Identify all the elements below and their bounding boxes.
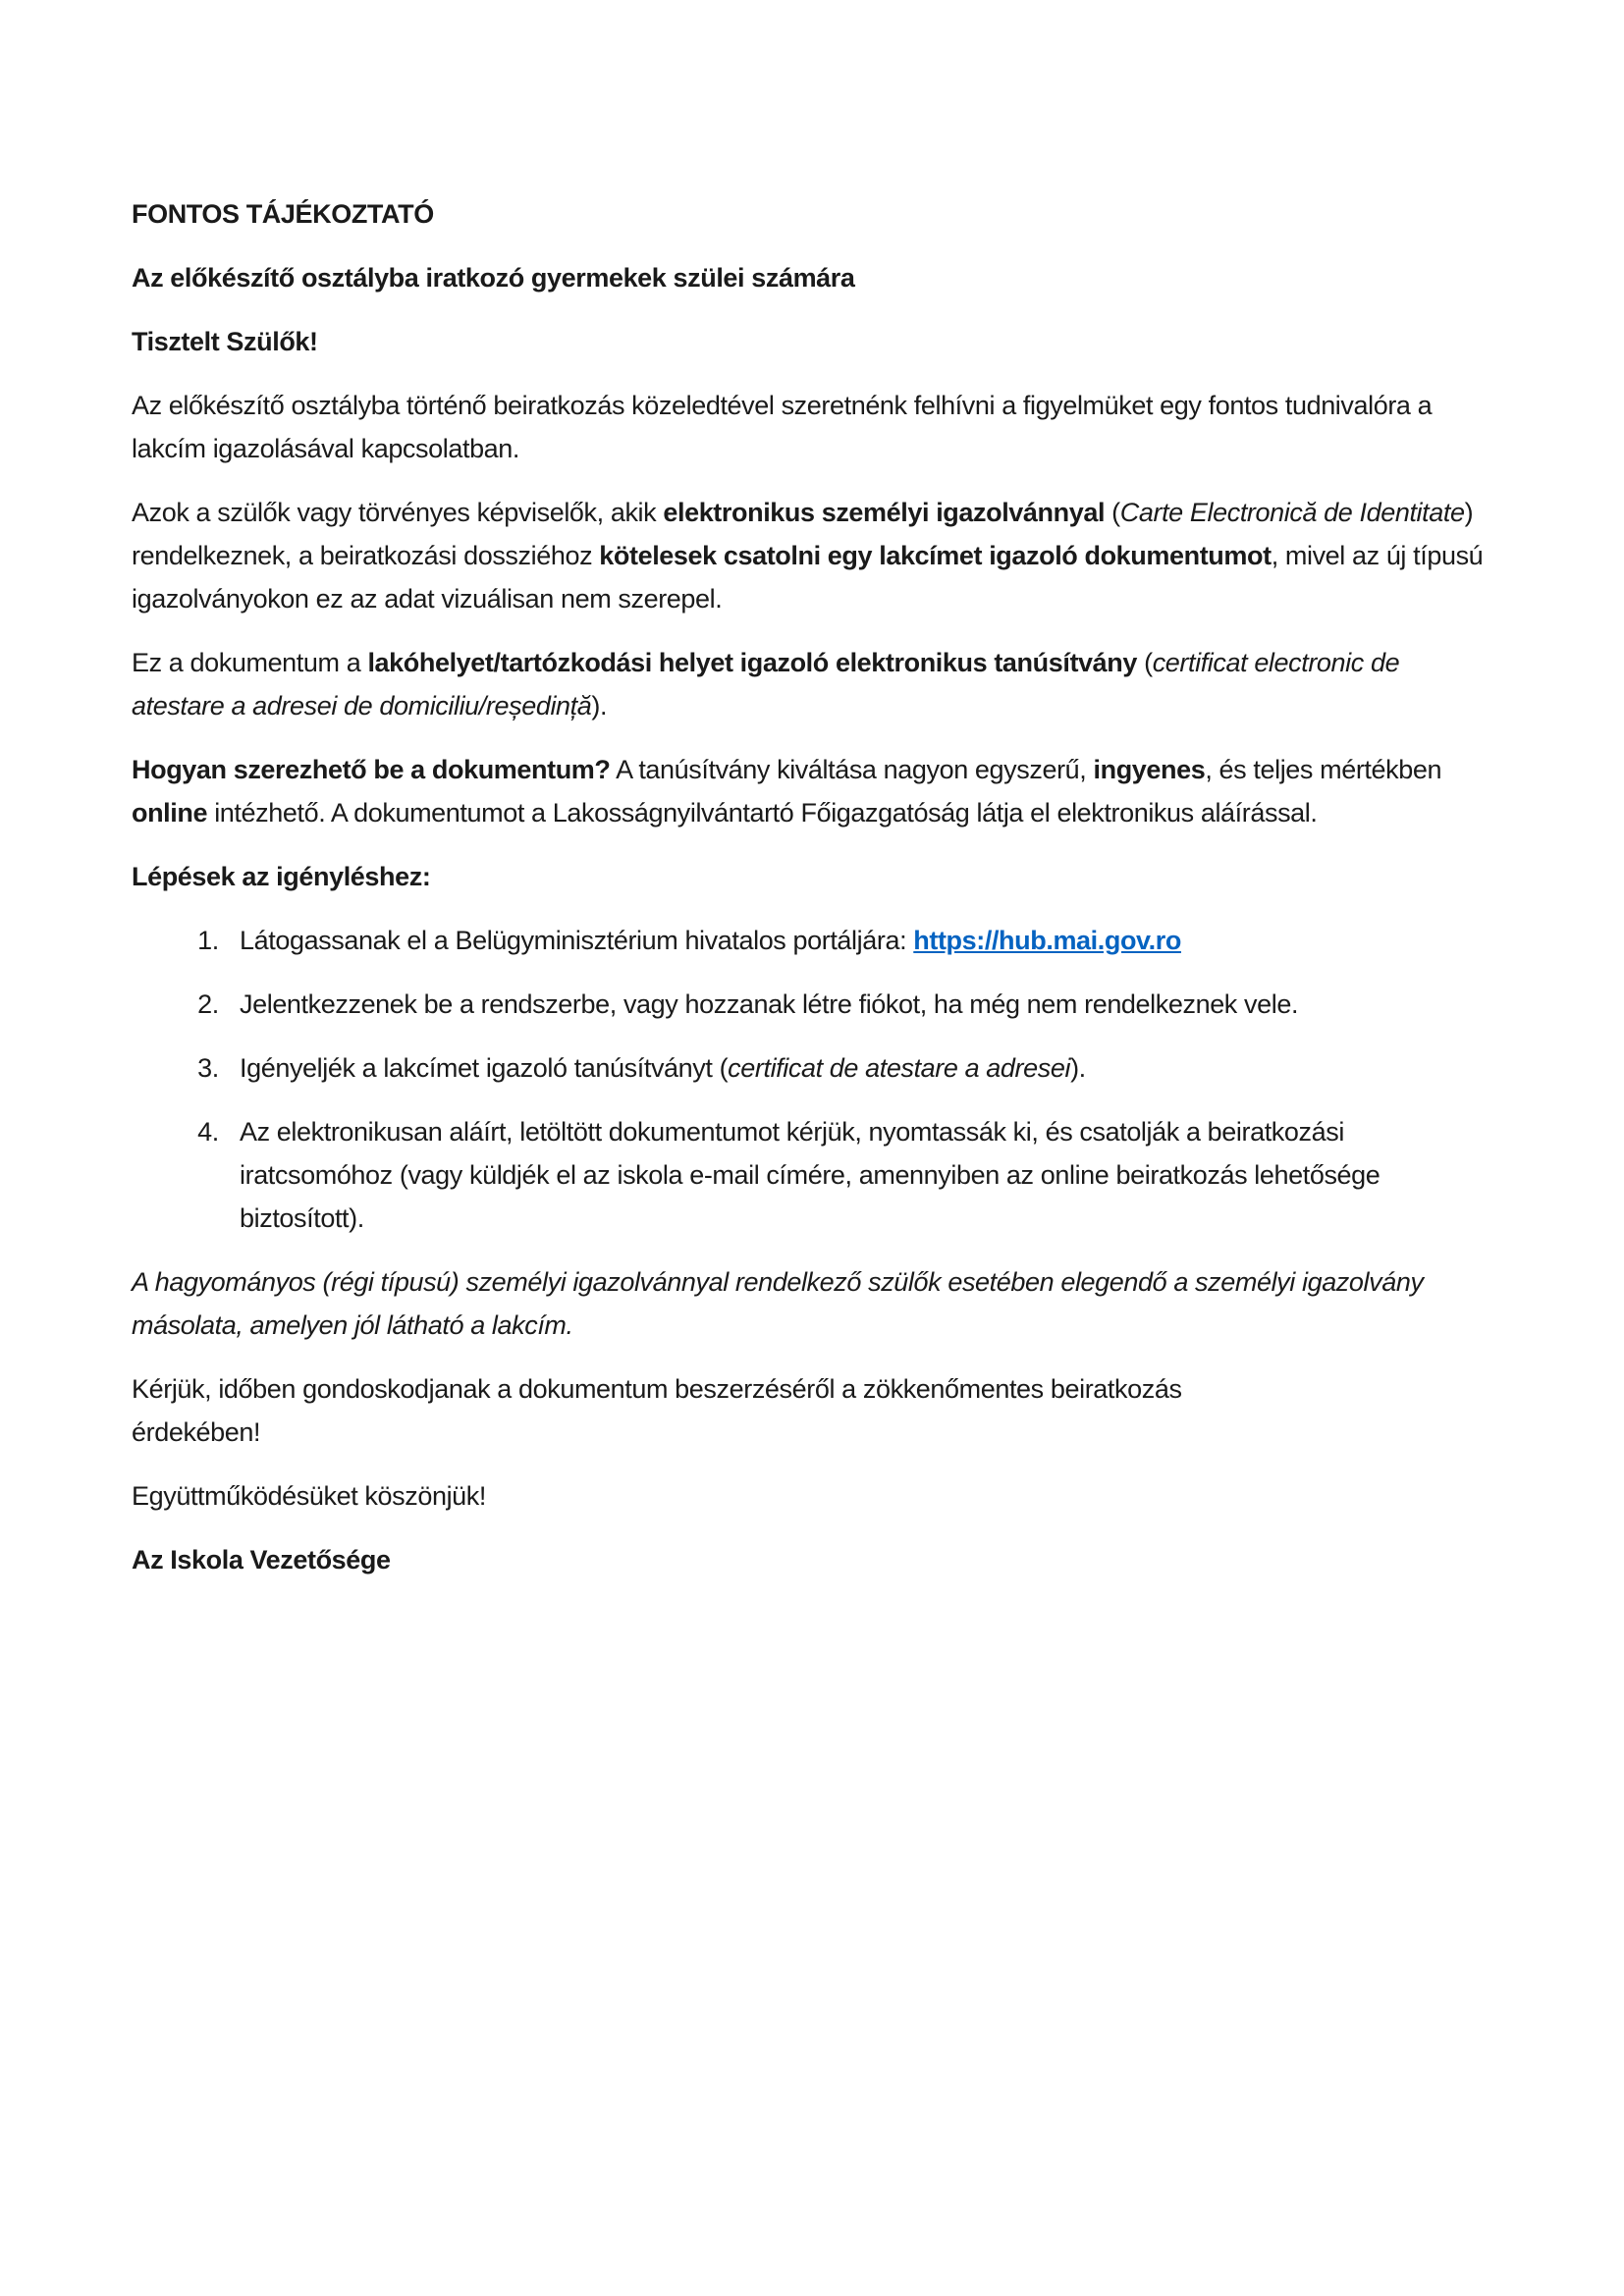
text-run: Hogyan szerezhető be a dokumentum? bbox=[132, 755, 611, 784]
reminder-paragraph bbox=[132, 1367, 1310, 1454]
text-run: Kérjük, időben gondoskodjanak a dokumentum beszerzéséről a zökkenőmentes beiratkozás érdekében! bbox=[132, 1374, 1182, 1447]
text-run: FONTOS TÁJÉKOZTATÓ bbox=[132, 199, 434, 229]
text-run: Tisztelt Szülők! bbox=[132, 327, 318, 356]
text-run: Együttműködésüket köszönjük! bbox=[132, 1481, 486, 1511]
text-run: Az elektronikusan aláírt, letöltött dokumentumot kérjük, nyomtassák ki, és csatolják a beiratkozási iratcsomóhoz (vagy küldjék el az iskola e-mail címére, amennyiben az online beiratkozás lehetősége biztosított). bbox=[240, 1117, 1380, 1233]
text-run: A tanúsítvány kiváltása nagyon egyszerű, bbox=[610, 755, 1094, 784]
text-run: Az előkészítő osztályba iratkozó gyermekek szülei számára bbox=[132, 263, 855, 293]
text-run: Ez a dokumentum a bbox=[132, 648, 368, 677]
text-run: ). bbox=[1070, 1053, 1086, 1083]
old-id-paragraph bbox=[132, 1260, 1492, 1347]
text-run: lakóhelyet/tartózkodási helyet igazoló elektronikus tanúsítvány bbox=[367, 648, 1137, 677]
text-run: Igényeljék a lakcímet igazoló tanúsítványt ( bbox=[240, 1053, 729, 1083]
doc-subtitle bbox=[132, 256, 1492, 299]
steps-heading bbox=[132, 855, 1492, 898]
list-item bbox=[226, 1046, 1492, 1090]
howto-paragraph bbox=[132, 748, 1492, 834]
text-run: elektronikus személyi igazolvánnyal bbox=[663, 498, 1106, 527]
text-run: , mivel az új típusú igazolványokon ez az adat vizuálisan nem szerepel. bbox=[132, 541, 1484, 614]
salutation bbox=[132, 320, 1492, 363]
steps-list bbox=[132, 919, 1492, 1240]
list-item bbox=[226, 983, 1492, 1026]
text-run: A hagyományos (régi típusú) személyi igazolvánnyal rendelkező szülők esetében elegendő a személyi igazolvány másolata, amelyen jól látható a lakcím. bbox=[132, 1267, 1424, 1340]
text-run: kötelesek csatolni egy lakcímet igazoló dokumentumot bbox=[599, 541, 1272, 570]
text-run: Jelentkezzenek be a rendszerbe, vagy hozzanak létre fiókot, ha még nem rendelkeznek vele. bbox=[240, 989, 1299, 1019]
list-item bbox=[226, 1110, 1492, 1240]
text-run: Carte Electronică de Identitate bbox=[1119, 498, 1465, 527]
signature bbox=[132, 1538, 1492, 1581]
text-run: , és teljes mértékben bbox=[1205, 755, 1442, 784]
certificate-paragraph bbox=[132, 641, 1492, 727]
list-item bbox=[226, 919, 1492, 962]
text-run: certificat de atestare a adresei bbox=[728, 1053, 1071, 1083]
text-run: Az Iskola Vezetősége bbox=[132, 1545, 391, 1575]
text-run: Az előkészítő osztályba történő beiratkozás közeledtével szeretnénk felhívni a figyelmüket egy fontos tudnivalóra a lakcím igazolásával kapcsolatban. bbox=[132, 391, 1433, 463]
hub-link[interactable]: https://hub.mai.gov.ro bbox=[913, 926, 1181, 955]
thanks-paragraph bbox=[132, 1474, 1492, 1518]
intro-paragraph bbox=[132, 384, 1492, 470]
doc-title bbox=[132, 192, 1492, 236]
text-run: ingyenes bbox=[1093, 755, 1206, 784]
text-run: Azok a szülők vagy törvényes képviselők, akik bbox=[132, 498, 664, 527]
text-run: ( bbox=[1136, 648, 1153, 677]
text-run: certificat electronic de atestare a adresei de domiciliu/reședință bbox=[132, 648, 1400, 721]
text-run: Lépések az igényléshez: bbox=[132, 862, 431, 891]
text-run: ) rendelkeznek, a beiratkozási dossziéhoz bbox=[132, 498, 1474, 570]
text-run: intézhető. A dokumentumot a Lakosságnyilvántartó Főigazgatóság látja el elektronikus aláírással. bbox=[207, 798, 1318, 828]
eid-paragraph bbox=[132, 491, 1492, 620]
text-run: ). bbox=[591, 691, 608, 721]
text-run: ( bbox=[1105, 498, 1120, 527]
text-run: online bbox=[132, 798, 208, 828]
text-run: Látogassanak el a Belügyminisztérium hivatalos portáljára: bbox=[240, 926, 914, 955]
